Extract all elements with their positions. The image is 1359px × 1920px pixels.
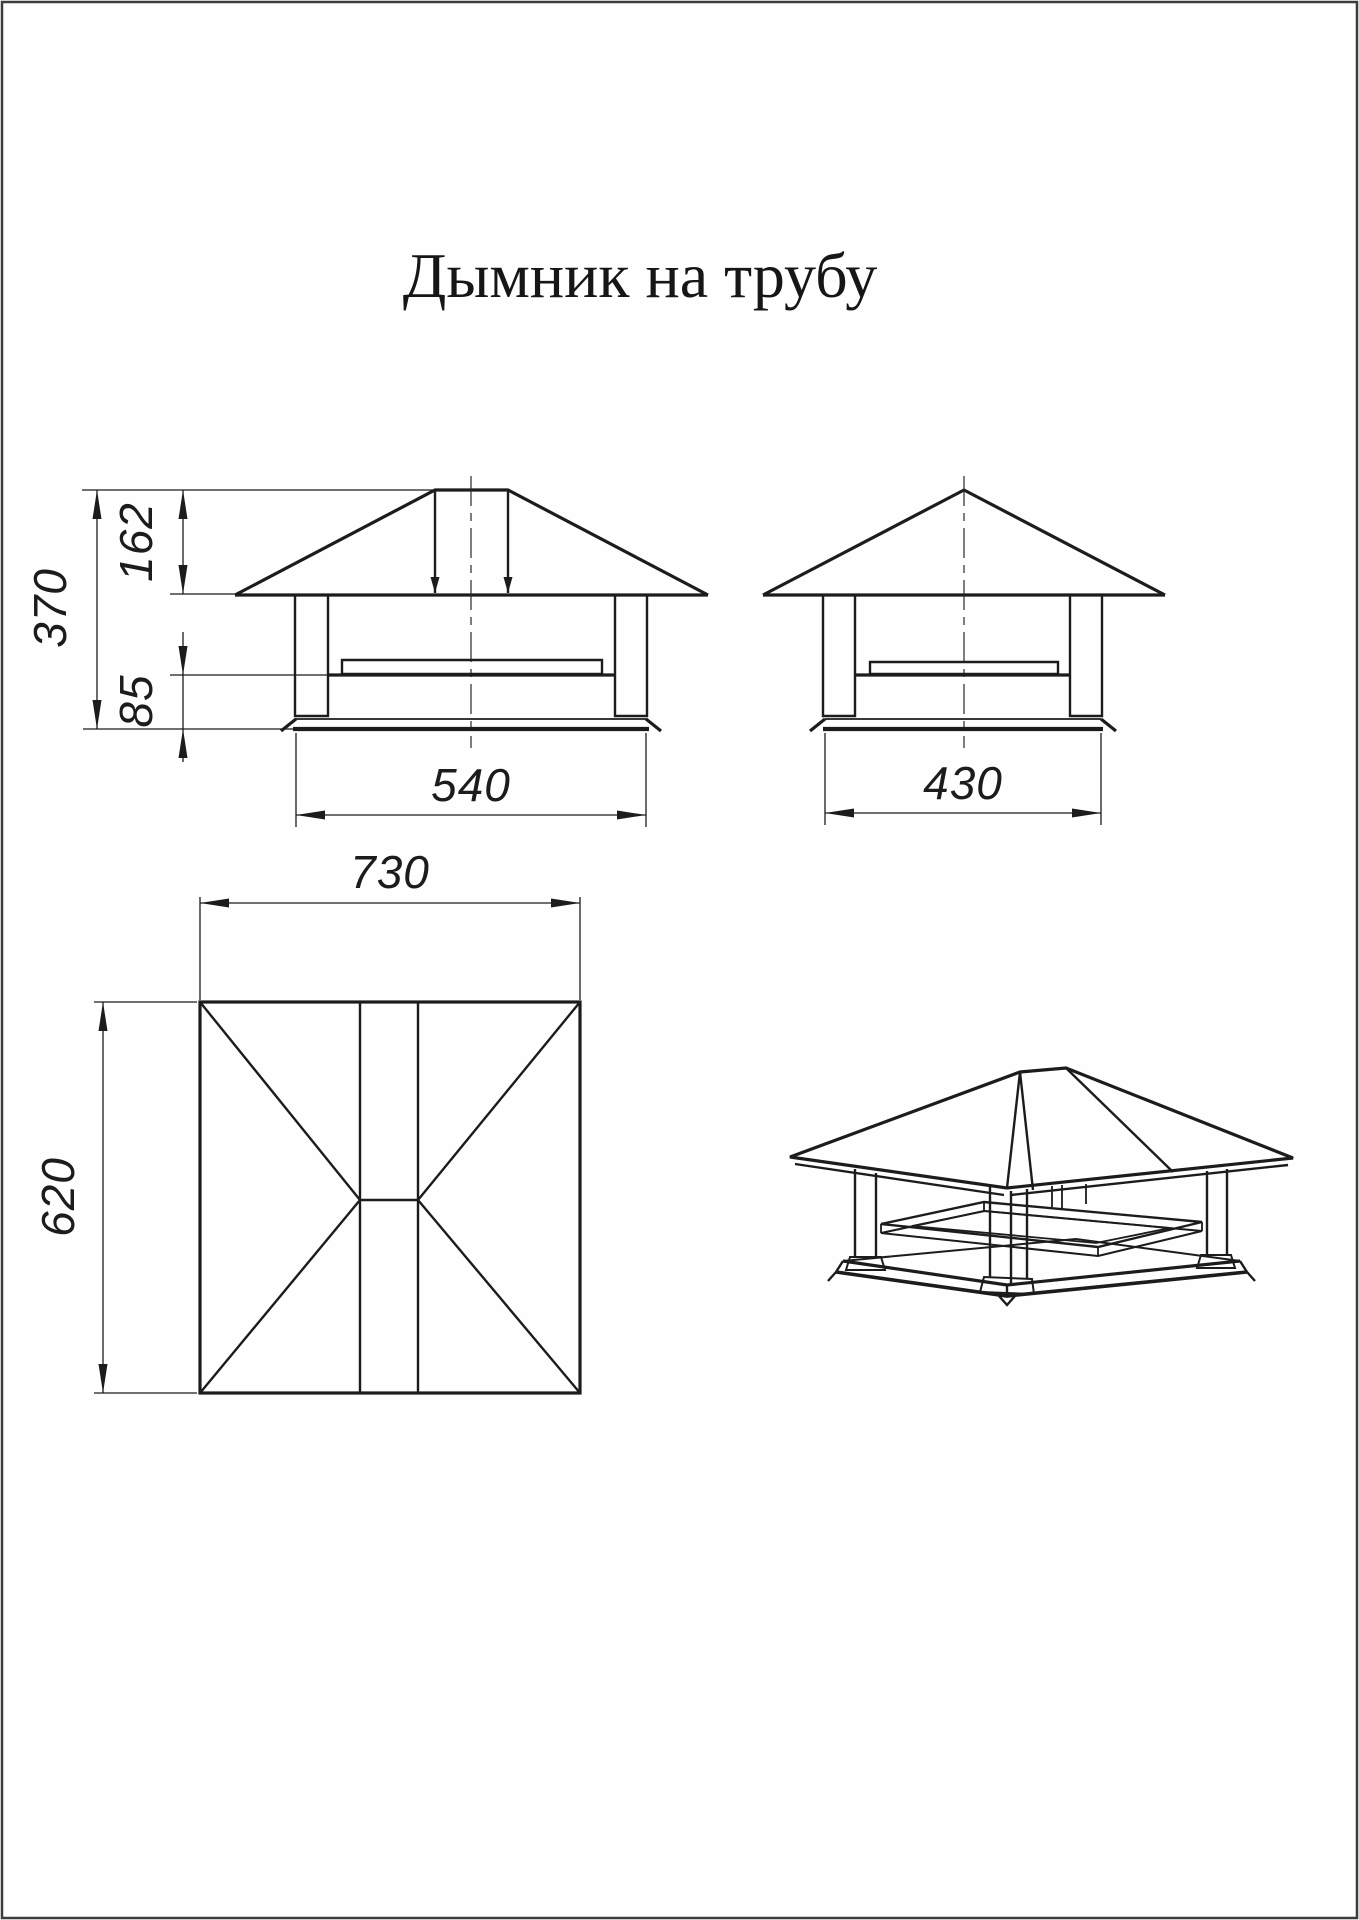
top-hip-lines [200, 1002, 580, 1393]
side-view [763, 476, 1165, 748]
page-title: Дымник на трубу [402, 240, 878, 311]
iso-post-right [1207, 1169, 1227, 1257]
side-post-left [823, 595, 855, 716]
iso-hip-front [1007, 1072, 1020, 1188]
top-view [200, 1002, 580, 1393]
dim-arrow [617, 811, 646, 820]
dim-arrow [99, 1364, 108, 1393]
dim-arrow [179, 565, 188, 594]
dim-arrow [93, 700, 102, 729]
dim-label-162: 162 [110, 502, 162, 582]
front-view [235, 476, 708, 748]
iso-strip-edge-1 [1020, 1072, 1033, 1190]
front-extension-lines [82, 490, 646, 827]
dim-label-370: 370 [24, 568, 76, 648]
top-extension-lines-730 [200, 897, 580, 1000]
dim-label-730: 730 [350, 846, 430, 898]
dim-arrow [825, 809, 854, 818]
top-cap-strip [360, 1002, 418, 1393]
iso-roof [790, 1068, 1293, 1188]
top-outline [200, 1002, 580, 1393]
dim-label-540: 540 [431, 759, 511, 811]
dim-arrow [99, 1002, 108, 1031]
cap-strip-arrow-right [504, 577, 513, 593]
dim-arrow [200, 899, 229, 908]
dim-arrow [179, 646, 188, 675]
front-view-dimensions [24, 490, 646, 827]
iso-strip-edge-2 [1066, 1068, 1173, 1172]
top-extension-lines-620 [94, 1002, 197, 1393]
dim-label-620: 620 [32, 1157, 84, 1237]
dim-arrow [1072, 809, 1101, 818]
dim-arrow [551, 899, 580, 908]
front-post-right [615, 595, 647, 716]
side-view-dimensions [825, 733, 1101, 825]
isometric-view [790, 1068, 1293, 1305]
side-post-right [1070, 595, 1102, 716]
front-plate [342, 660, 602, 674]
dim-arrow [179, 729, 188, 758]
dim-arrow [93, 490, 102, 519]
dim-arrow [296, 811, 325, 820]
front-post-left [295, 595, 328, 716]
cap-strip-arrow-left [431, 577, 440, 593]
dim-label-85: 85 [110, 674, 162, 728]
iso-plate-outer [881, 1202, 1202, 1247]
iso-base-bottom-edges [836, 1272, 1247, 1296]
dim-arrow [179, 490, 188, 519]
top-view-dimensions [32, 846, 580, 1393]
dim-label-430: 430 [923, 757, 1003, 809]
iso-post-left [855, 1169, 876, 1257]
